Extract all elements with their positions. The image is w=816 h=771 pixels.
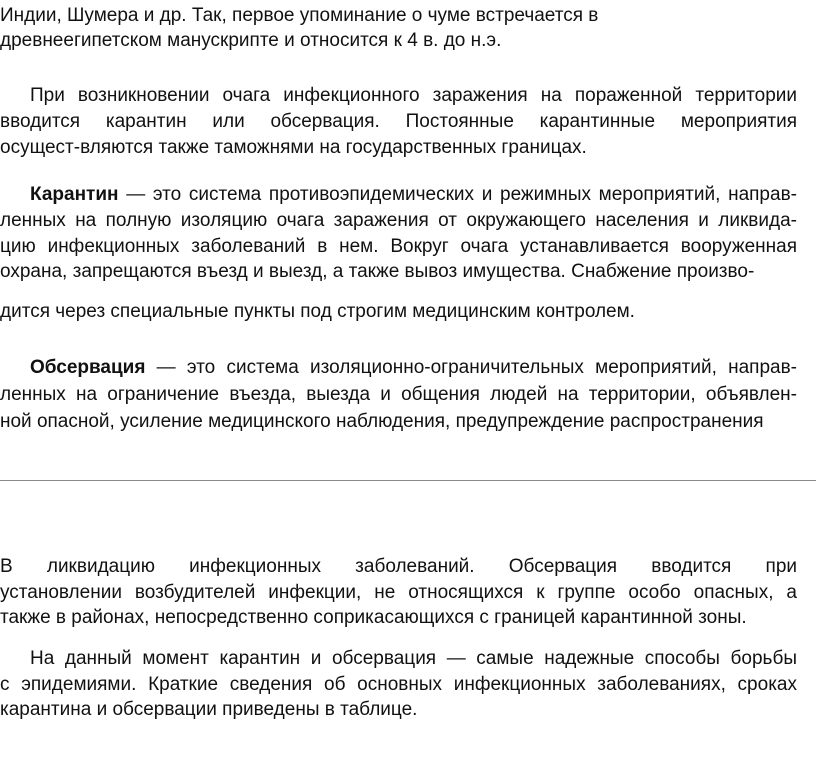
paragraph-quarantine-line-2: ленных на полную изоляцию очага заражения от окружающего населения и ликвида- — [0, 210, 797, 231]
paragraph-continued-line-3: также в районах, непосредственно соприкасающихся с границей карантинной зоны. — [0, 607, 747, 628]
paragraph-border-line-2: вводится карантин или обсервация. Постоянные карантинные мероприятия — [0, 111, 797, 132]
paragraph-final-line-1: На данный момент карантин и обсервация — самые надежные способы борьбы — [30, 648, 797, 669]
page-break-divider — [0, 480, 816, 481]
paragraph-border-line-3: осущест-вляются также таможнями на государственных границах. — [0, 137, 587, 158]
paragraph-quarantine-line-4: охрана, запрещаются въезд и выезд, а также вывоз имущества. Снабжение произво- — [0, 261, 755, 282]
paragraph-quarantine-line-1 — [30, 181, 797, 208]
paragraph-observation-line-1 — [30, 354, 797, 381]
paragraph-border-line-1: При возникновении очага инфекционного заражения на пораженной территории — [30, 85, 797, 106]
paragraph-quarantine-line-5: дится через специальные пункты под строгим медицинским контролем. — [0, 301, 635, 322]
intro-line-1: Индии, Шумера и др. Так, первое упоминание о чуме встречается в — [0, 5, 599, 26]
observation-definition-start: — это система изоляционно-ограничительных мероприятий, направ- — [145, 357, 797, 378]
intro-line-2: древнеегипетском манускрипте и относится к 4 в. до н.э. — [0, 30, 502, 51]
quarantine-definition-start: — это система противоэпидемических и режимных мероприятий, направ- — [118, 184, 797, 205]
paragraph-continued-line-2: установлении возбудителей инфекции, не относящихся к группе особо опасных, а — [0, 582, 797, 603]
paragraph-continued-line-1: В ликвидацию инфекционных заболеваний. Обсервация вводится при — [0, 556, 797, 577]
paragraph-observation-line-3: ной опасной, усиление медицинского наблюдения, предупреждение распространения — [0, 411, 764, 432]
term-quarantine: Карантин — [30, 184, 119, 205]
paragraph-quarantine-line-3: цию инфекционных заболеваний в нем. Вокруг очага устанавливается вооруженная — [0, 236, 797, 257]
paragraph-observation-line-2: ленных на ограничение въезда, выезда и общения людей на территории, объявлен- — [0, 384, 797, 405]
paragraph-final-line-3: карантина и обсервации приведены в таблице. — [0, 699, 418, 720]
term-observation: Обсервация — [30, 357, 146, 378]
paragraph-final-line-2: с эпидемиями. Краткие сведения об основных инфекционных заболеваниях, сроках — [0, 674, 797, 695]
